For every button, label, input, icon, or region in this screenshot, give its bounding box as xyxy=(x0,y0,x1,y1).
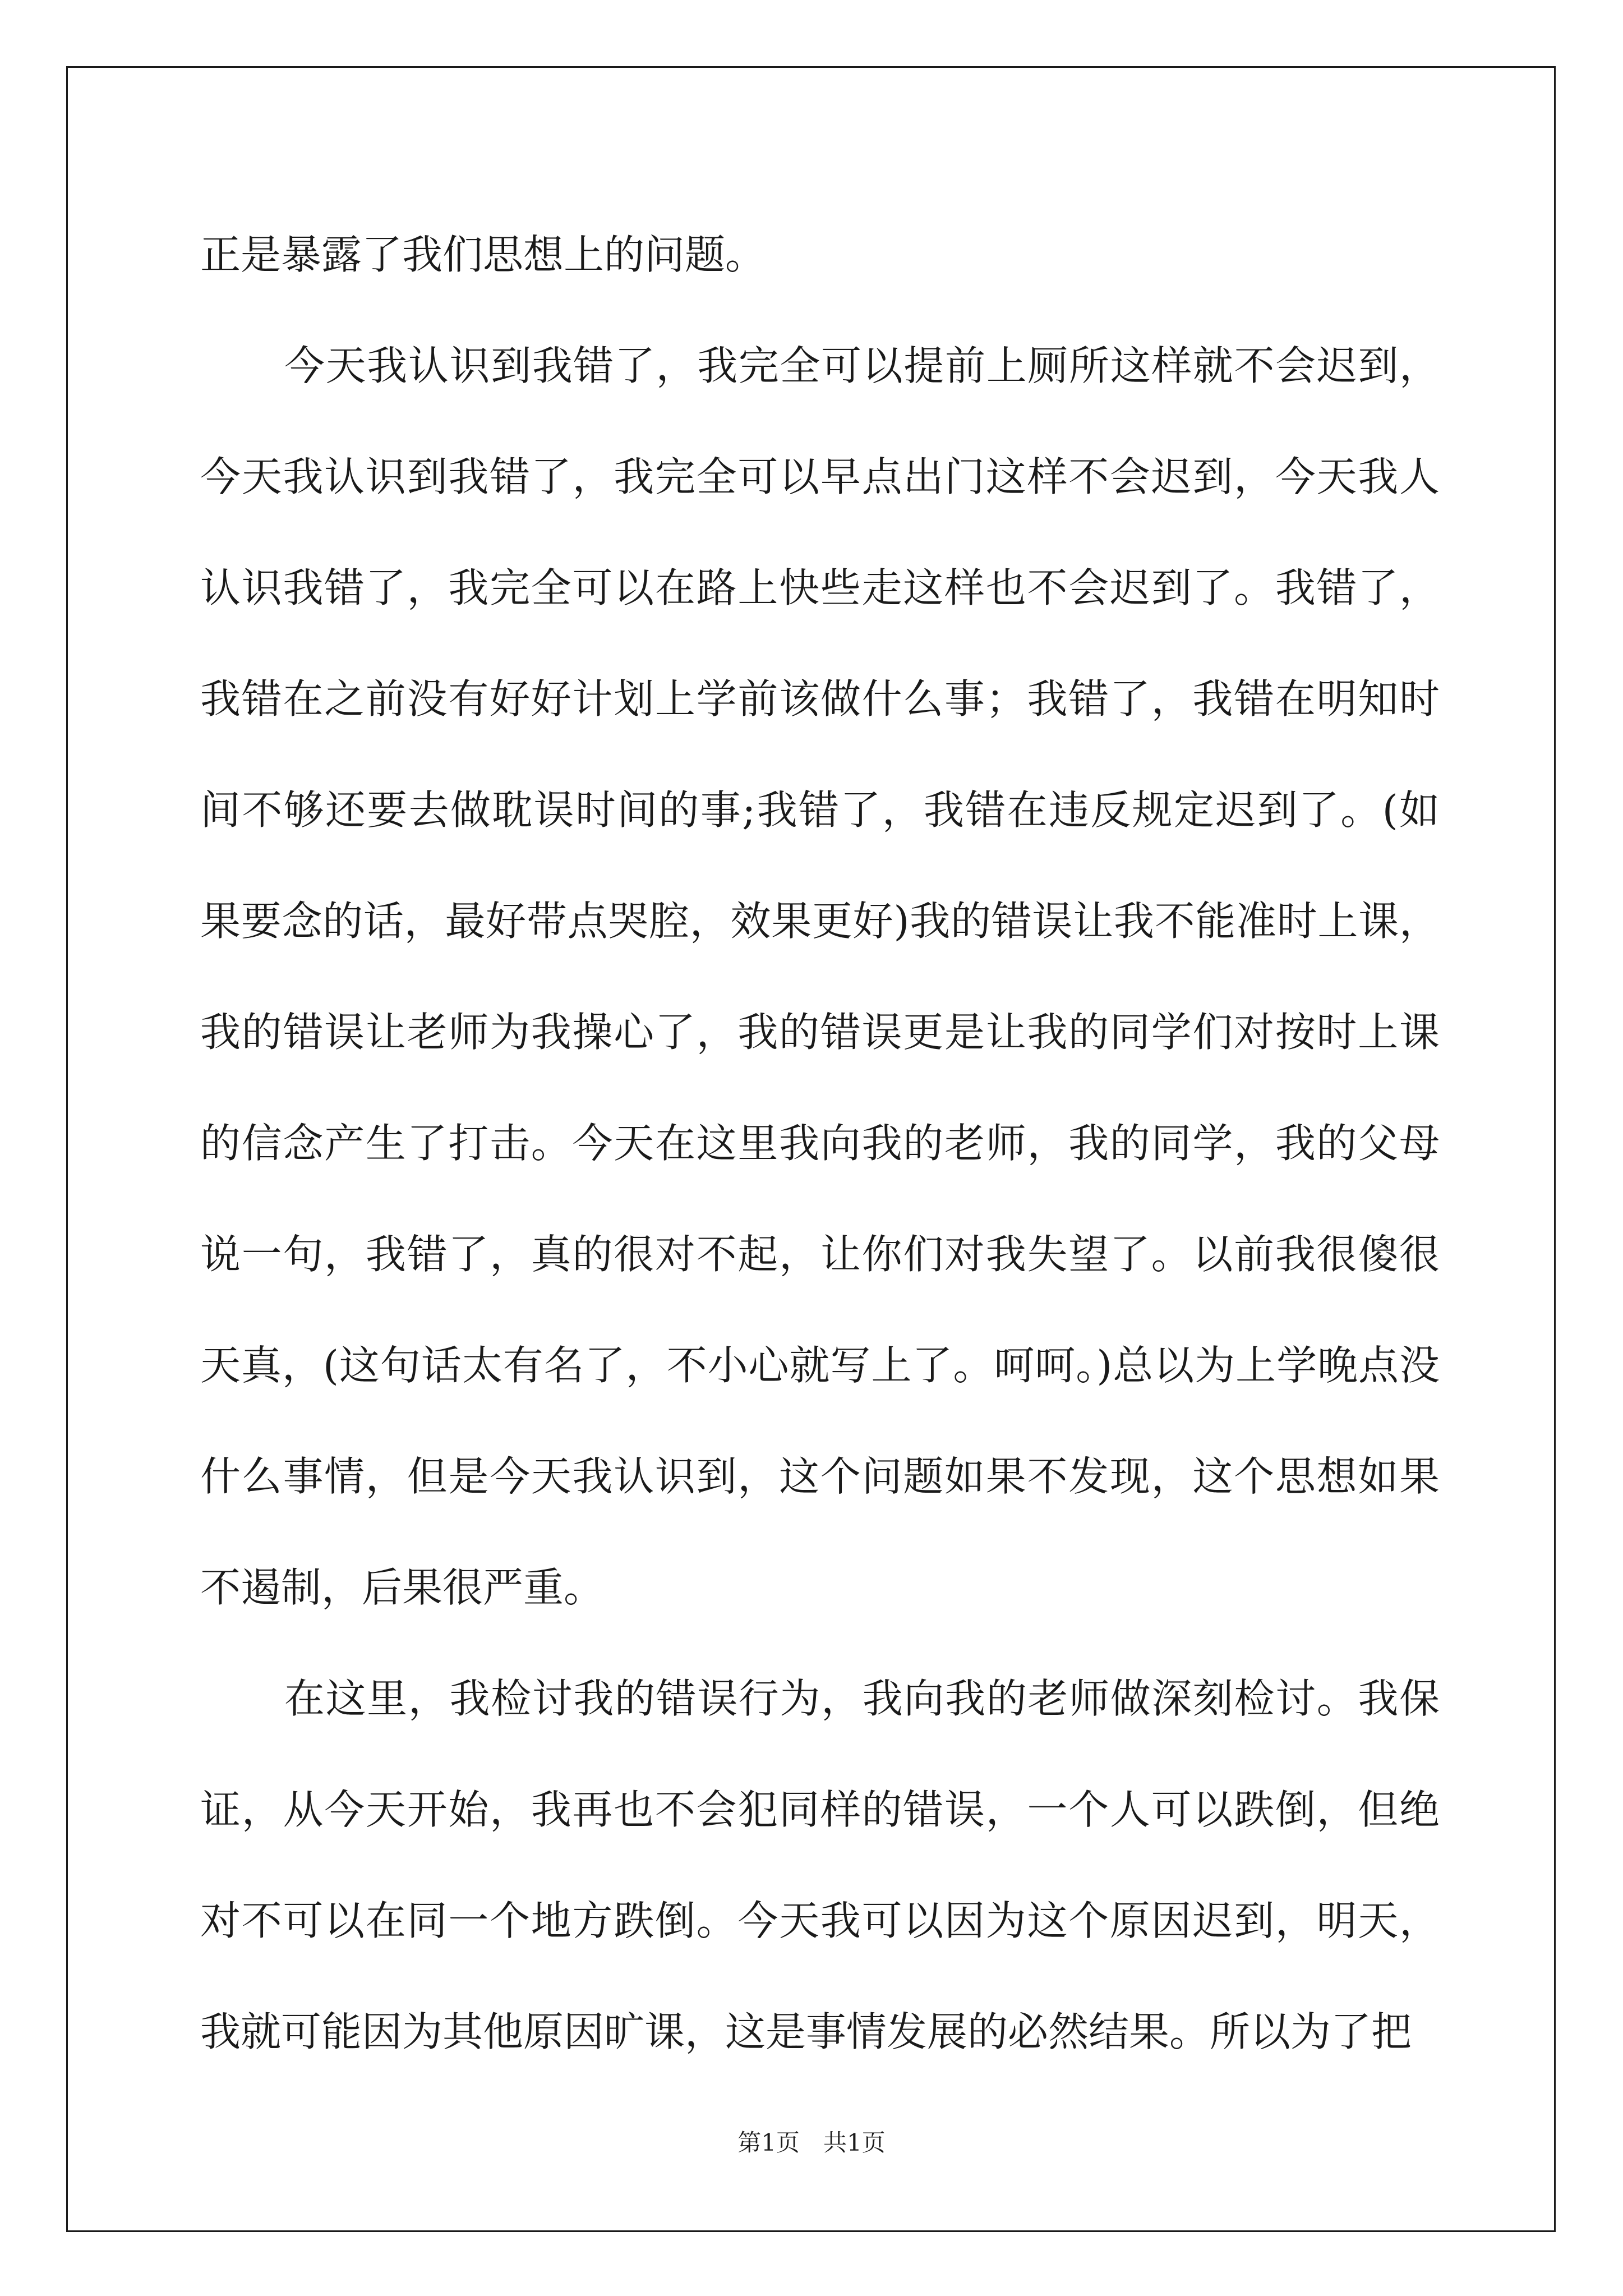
page-footer: 第1页 共1页 xyxy=(737,2129,886,2156)
paragraph-3: 在这里，我检讨我的错误行为，我向我的老师做深刻检讨。我保证，从今天开始，我再也不会犯同样的错误，一个人可以跌倒，但绝对不可以在同一个地方跌倒。今天我可以因为这个原因迟到，明天，我就可能因为其他原因旷课，这是事情发展的必然结果。所以为了把 xyxy=(200,1675,1440,2055)
paragraph-2: 今天我认识到我错了，我完全可以提前上厕所这样就不会迟到，今天我认识到我错了，我完全可以早点出门这样不会迟到，今天我人认识我错了，我完全可以在路上快些走这样也不会迟到了。我错了，我错在之前没有好好计划上学前该做什么事；我错了，我错在明知时间不够还要去做耽误时间的事;我错了，我错在违反规定迟到了。(如果要念的话，最好带点哭腔，效果更好)我的错误让我不能准时上课，我的错误让老师为我操心了，我的错误更是让我的同学们对按时上课的信念产生了打击。今天在这里我向我的老师，我的同学，我的父母说一句，我错了，真的很对不起，让你们对我失望了。以前我很傻很天真，(这句话太有名了，不小心就写上了。呵呵。)总以为上学晚点没什么事情，但是今天我认识到，这个问题如果不发现，这个思想如果不遏制，后果很严重。 xyxy=(200,342,1440,1611)
document-body xyxy=(200,199,1440,2087)
paragraph-1: 正是暴露了我们思想上的问题。 xyxy=(200,231,766,278)
